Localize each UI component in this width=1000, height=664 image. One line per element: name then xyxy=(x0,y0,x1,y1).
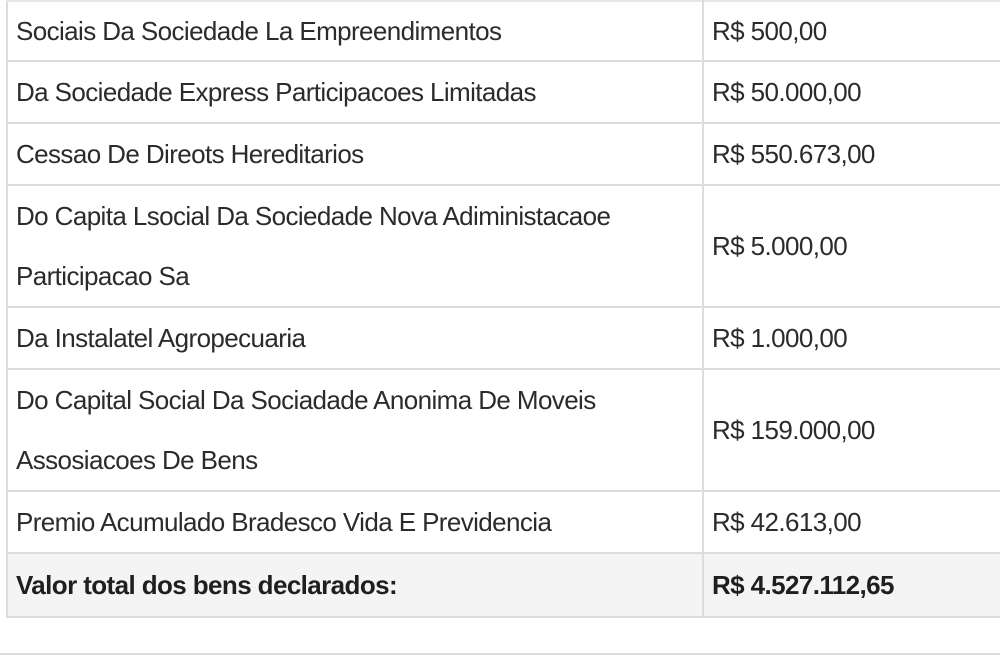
total-row xyxy=(7,553,1000,617)
asset-value: R$ 50.000,00 xyxy=(703,61,1000,123)
asset-value: R$ 550.673,00 xyxy=(703,123,1000,185)
table-row xyxy=(7,491,1000,553)
table-row xyxy=(7,1,1000,61)
total-label: Valor total dos bens declarados: xyxy=(7,553,703,617)
section-divider xyxy=(0,653,1000,655)
table-row xyxy=(7,185,1000,307)
asset-description: Do Capita Lsocial Da Sociedade Nova Adiministacaoe Participacao Sa xyxy=(7,185,703,307)
asset-value: R$ 42.613,00 xyxy=(703,491,1000,553)
declared-assets-table xyxy=(6,0,1000,618)
asset-value: R$ 500,00 xyxy=(703,1,1000,61)
asset-value: R$ 1.000,00 xyxy=(703,307,1000,369)
asset-description: Premio Acumulado Bradesco Vida E Previdencia xyxy=(7,491,703,553)
total-value: R$ 4.527.112,65 xyxy=(703,553,1000,617)
asset-description: Da Sociedade Express Participacoes Limitadas xyxy=(7,61,703,123)
table-row xyxy=(7,369,1000,491)
asset-description: Sociais Da Sociedade La Empreendimentos xyxy=(7,1,703,61)
table-row xyxy=(7,307,1000,369)
table-row xyxy=(7,61,1000,123)
table-row xyxy=(7,123,1000,185)
asset-description: Do Capital Social Da Sociadade Anonima De Moveis Assosiacoes De Bens xyxy=(7,369,703,491)
asset-description: Da Instalatel Agropecuaria xyxy=(7,307,703,369)
asset-value: R$ 5.000,00 xyxy=(703,185,1000,307)
asset-description: Cessao De Direots Hereditarios xyxy=(7,123,703,185)
asset-value: R$ 159.000,00 xyxy=(703,369,1000,491)
